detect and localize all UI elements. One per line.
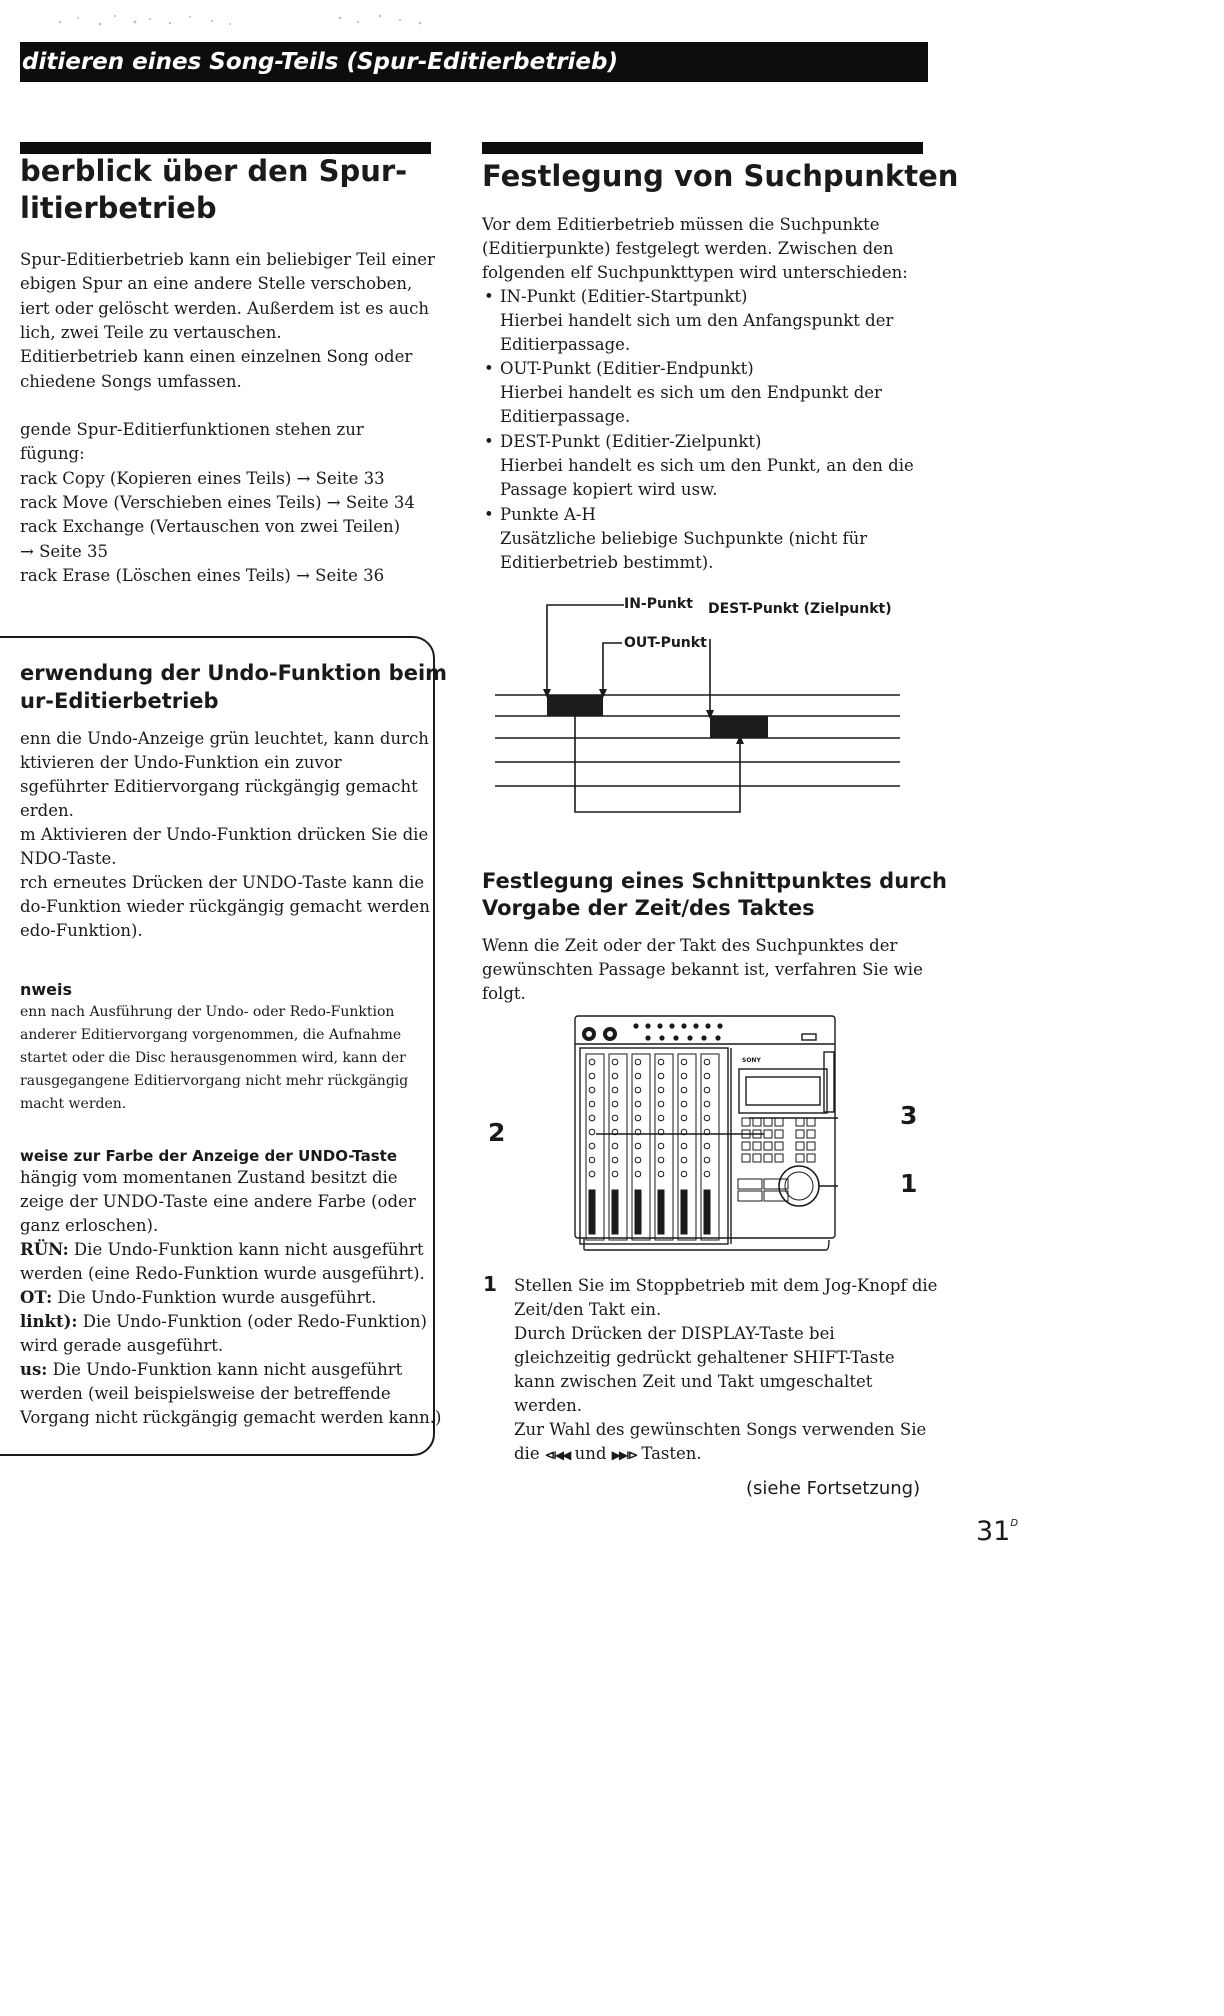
bullet-desc: Hierbei handelt es sich um den Punkt, an den die	[500, 456, 914, 475]
undo-para-line: m Aktivieren der Undo-Funktion drücken Sie die	[20, 825, 429, 844]
left-functions-line: rack Exchange (Vertauschen von zwei Teilen)	[20, 517, 401, 536]
undo-heading-line-2: ur-Editierbetrieb	[20, 689, 219, 713]
scan-noise	[40, 8, 440, 32]
undo-para-line: sgeführter Editiervorgang rückgängig gemacht	[20, 777, 418, 796]
bullet-desc: Passage kopiert wird usw.	[500, 480, 718, 499]
step-line-last: die ⧏◀◀ und ▶▶⧐ Tasten.	[514, 1444, 702, 1463]
out-point-label: OUT-Punkt	[624, 635, 707, 651]
undo-para-line: enn die Undo-Anzeige grün leuchtet, kann durch	[20, 729, 429, 748]
left-functions-line: fügung:	[20, 444, 85, 463]
undo-color-intro-line: hängig vom momentanen Zustand besitzt die	[20, 1168, 398, 1187]
bullet-title: DEST-Punkt (Editier-Zielpunkt)	[500, 432, 762, 451]
right-intro-line: (Editierpunkte) festgelegt werden. Zwischen den	[482, 239, 894, 258]
undo-state-line: OT: Die Undo-Funktion wurde ausgeführt.	[20, 1288, 377, 1307]
left-heading-line-1: berblick über den Spur-	[20, 154, 408, 188]
left-functions-line: → Seite 35	[20, 542, 109, 561]
sub-heading-line-2: Vorgabe der Zeit/des Taktes	[482, 896, 815, 920]
step-line: Zur Wahl des gewünschten Songs verwenden Sie	[514, 1420, 927, 1439]
step-line: Zeit/den Takt ein.	[514, 1300, 662, 1319]
undo-note-line: startet oder die Disc herausgenommen wird, kann der	[20, 1050, 406, 1066]
step-line: kann zwischen Zeit und Takt umgeschaltet	[514, 1372, 873, 1391]
right-section-rule	[482, 142, 923, 154]
callout-1: 1	[900, 1169, 918, 1198]
bullet-dot: •	[484, 505, 494, 524]
sub-intro-line: Wenn die Zeit oder der Takt des Suchpunktes der	[482, 936, 898, 955]
left-intro-line: lich, zwei Teile zu vertauschen.	[20, 323, 282, 342]
undo-state-line: wird gerade ausgeführt.	[20, 1336, 224, 1355]
dest-point-label: DEST-Punkt (Zielpunkt)	[708, 601, 892, 617]
right-intro-line: folgenden elf Suchpunkttypen wird unterschieden:	[482, 263, 908, 282]
page-number: $31^D$	[976, 1516, 1019, 1547]
undo-state-line: werden (weil beispielsweise der betreffende	[20, 1384, 391, 1403]
right-heading: Festlegung von Suchpunkten	[482, 159, 959, 193]
undo-state-line: werden (eine Redo-Funktion wurde ausgeführt).	[20, 1264, 425, 1283]
undo-state-line: Vorgang nicht rückgängig gemacht werden kann.)	[20, 1408, 442, 1427]
bullet-title: OUT-Punkt (Editier-Endpunkt)	[500, 359, 754, 378]
left-heading-line-2: litierbetrieb	[20, 191, 217, 225]
left-intro-line: ebigen Spur an eine andere Stelle verschoben,	[20, 274, 413, 293]
callout-3: 3	[900, 1101, 918, 1130]
prev-track-icon: ⧏◀◀	[544, 1448, 570, 1462]
sub-intro-line: gewünschten Passage bekannt ist, verfahren Sie wie	[482, 960, 923, 979]
undo-state-line: RÜN: Die Undo-Funktion kann nicht ausgeführt	[20, 1240, 424, 1259]
step-line: Stellen Sie im Stoppbetrieb mit dem Jog-Knopf die	[514, 1276, 938, 1295]
source-segment	[547, 695, 603, 716]
bullet-desc: Hierbei handelt sich um den Anfangspunkt der	[500, 311, 894, 330]
undo-note-label: nweis	[20, 980, 73, 999]
step-number: 1	[483, 1272, 497, 1296]
undo-note-line: macht werden.	[20, 1096, 127, 1112]
right-intro-line: Vor dem Editierbetrieb müssen die Suchpunkte	[482, 215, 880, 234]
step-line: werden.	[514, 1396, 582, 1415]
bullet-dot: •	[484, 287, 494, 306]
recorder-device-illustration	[574, 1014, 838, 1254]
undo-para-line: do-Funktion wieder rückgängig gemacht werden	[20, 897, 430, 916]
undo-color-intro-line: ganz erloschen).	[20, 1216, 159, 1235]
bullet-dot: •	[484, 432, 494, 451]
edit-points-diagram	[490, 590, 910, 820]
bullet-dot: •	[484, 359, 494, 378]
sub-heading-line-1: Festlegung eines Schnittpunktes durch	[482, 869, 947, 893]
undo-color-heading: weise zur Farbe der Anzeige der UNDO-Taste	[20, 1147, 397, 1165]
undo-state-line: us: Die Undo-Funktion kann nicht ausgeführt	[20, 1360, 403, 1379]
device-brand: SONY	[742, 1057, 761, 1064]
in-point-label: IN-Punkt	[624, 596, 693, 612]
left-intro-line: Spur-Editierbetrieb kann ein beliebiger Teil einer	[20, 250, 435, 269]
page-header-title: ditieren eines Song-Teils (Spur-Editierbetrieb)	[20, 42, 928, 82]
bullet-desc: Zusätzliche beliebige Suchpunkte (nicht für	[500, 529, 868, 548]
undo-note-line: anderer Editiervorgang vorgenommen, die Aufnahme	[20, 1027, 402, 1043]
dest-segment	[710, 716, 768, 738]
undo-para-line: erden.	[20, 801, 74, 820]
undo-note-line: enn nach Ausführung der Undo- oder Redo-Funktion	[20, 1004, 395, 1020]
bullet-desc: Editierpassage.	[500, 335, 631, 354]
undo-para-line: rch erneutes Drücken der UNDO-Taste kann die	[20, 873, 425, 892]
next-track-icon: ▶▶⧐	[611, 1448, 637, 1462]
bullet-title: IN-Punkt (Editier-Startpunkt)	[500, 287, 748, 306]
bullet-desc: Editierpassage.	[500, 407, 631, 426]
left-functions-line: gende Spur-Editierfunktionen stehen zur	[20, 420, 364, 439]
left-functions-line: rack Erase (Löschen eines Teils) → Seite 36	[20, 566, 385, 585]
undo-color-intro-line: zeige der UNDO-Taste eine andere Farbe (oder	[20, 1192, 416, 1211]
undo-para-line: ktivieren der Undo-Funktion ein zuvor	[20, 753, 342, 772]
sub-intro-line: folgt.	[482, 984, 526, 1003]
left-intro-line: chiedene Songs umfassen.	[20, 372, 242, 391]
step-line: Durch Drücken der DISPLAY-Taste bei	[514, 1324, 835, 1343]
left-functions-line: rack Move (Verschieben eines Teils) → Seite 34	[20, 493, 415, 512]
undo-heading-line-1: erwendung der Undo-Funktion beim	[20, 661, 448, 685]
undo-state-line: linkt): Die Undo-Funktion (oder Redo-Funktion)	[20, 1312, 427, 1331]
left-functions-line: rack Copy (Kopieren eines Teils) → Seite 33	[20, 469, 385, 488]
continued-label: (siehe Fortsetzung)	[746, 1478, 921, 1499]
step-line: gleichzeitig gedrückt gehaltener SHIFT-Taste	[514, 1348, 895, 1367]
left-intro-line: iert oder gelöscht werden. Außerdem ist es auch	[20, 299, 430, 318]
bullet-desc: Hierbei handelt es sich um den Endpunkt der	[500, 383, 882, 402]
left-intro-line: Editierbetrieb kann einen einzelnen Song oder	[20, 347, 413, 366]
undo-para-line: edo-Funktion).	[20, 921, 143, 940]
undo-note-line: rausgegangene Editiervorgang nicht mehr rückgängig	[20, 1073, 409, 1089]
undo-para-line: NDO-Taste.	[20, 849, 117, 868]
bullet-desc: Editierbetrieb bestimmt).	[500, 553, 714, 572]
bullet-title: Punkte A-H	[500, 505, 596, 524]
callout-2: 2	[488, 1118, 506, 1147]
